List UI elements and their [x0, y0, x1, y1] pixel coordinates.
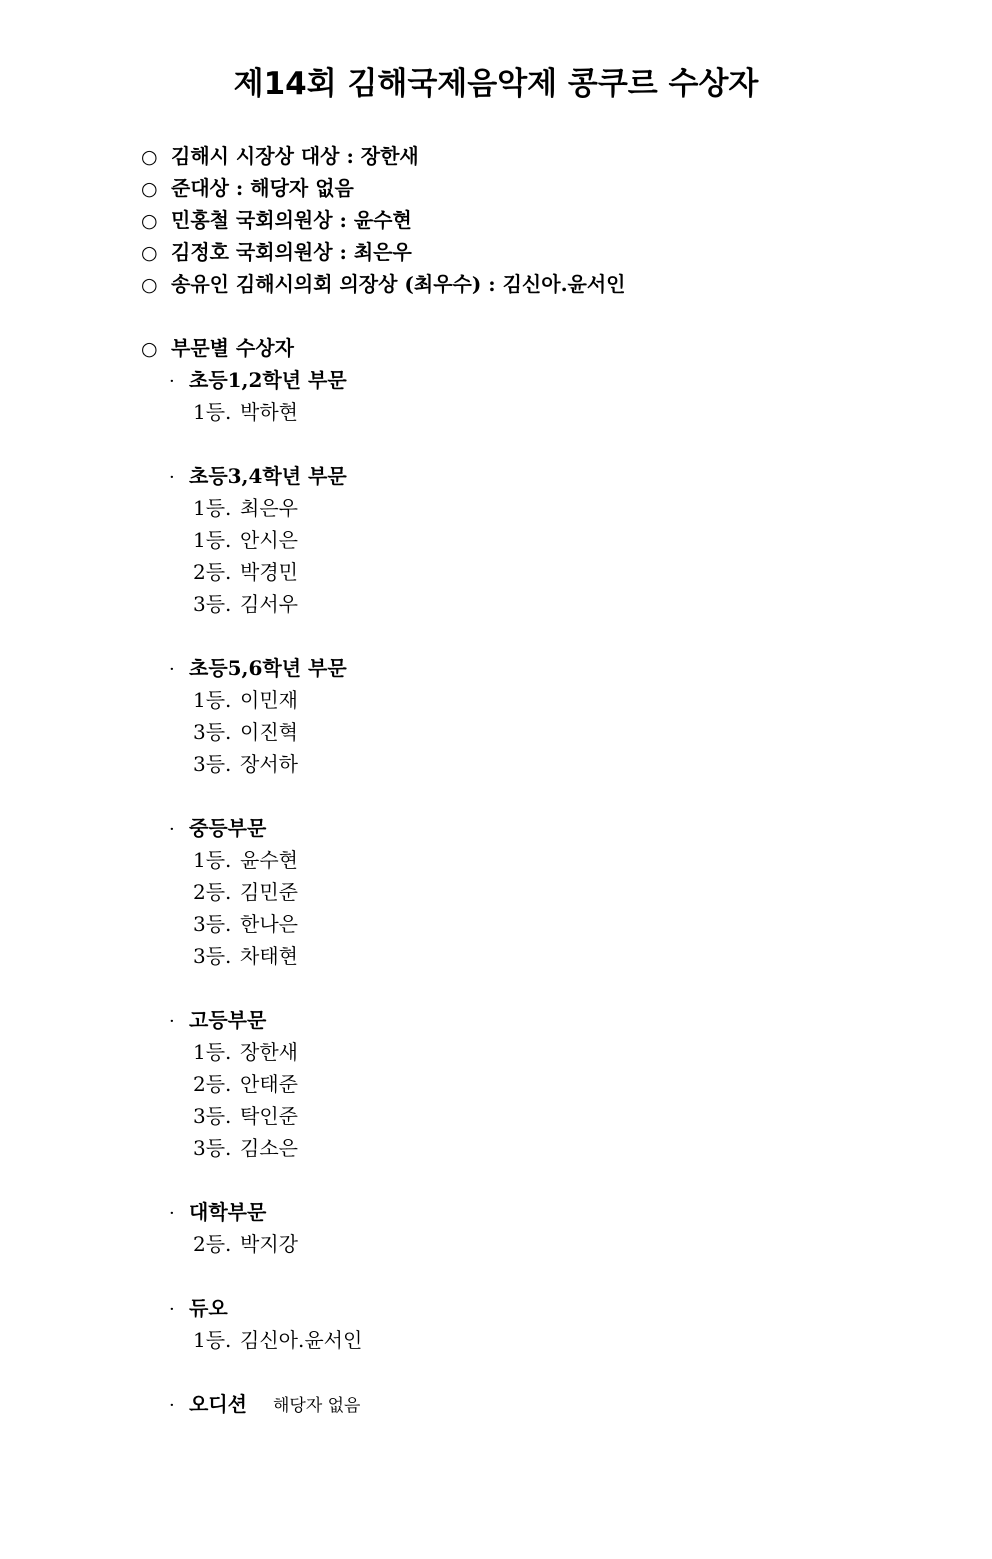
winner-row: [141, 876, 921, 908]
winner-rank: 3등.: [193, 912, 232, 936]
winner-row: [141, 716, 921, 748]
winner-rank: 2등.: [193, 880, 232, 904]
winner-name: 김민준: [240, 880, 298, 904]
spacer: [141, 620, 921, 652]
award-text: 송유인 김해시의회 의장상 (최우수) : 김신아.윤서인: [171, 272, 626, 296]
spacer: [141, 428, 921, 460]
dot-bullet-icon: ·: [169, 1203, 175, 1224]
circle-bullet-icon: ○: [141, 242, 158, 264]
winner-row: [141, 1324, 921, 1356]
winner-name: 김서우: [240, 592, 298, 616]
circle-bullet-icon: ○: [141, 178, 158, 200]
category-name: 오디션: [189, 1392, 247, 1416]
category-name: 중등부문: [189, 816, 267, 840]
category-heading: [141, 1388, 921, 1420]
circle-bullet-icon: ○: [141, 146, 158, 168]
winner-name: 이진혁: [240, 720, 298, 744]
winner-name: 탁인준: [240, 1104, 298, 1128]
divisions-heading-line: [141, 332, 921, 364]
winner-row: [141, 1100, 921, 1132]
winner-row: [141, 908, 921, 940]
winner-name: 안태준: [240, 1072, 298, 1096]
winner-rank: 3등.: [193, 1136, 232, 1160]
award-line: [141, 236, 921, 268]
category-heading: [141, 652, 921, 684]
spacer: [141, 972, 921, 1004]
award-line: [141, 172, 921, 204]
winner-row: [141, 588, 921, 620]
category-heading: [141, 1196, 921, 1228]
winner-row: [141, 844, 921, 876]
dot-bullet-icon: ·: [169, 659, 175, 680]
winner-rank: 3등.: [193, 720, 232, 744]
winner-row: [141, 1132, 921, 1164]
award-line: [141, 268, 921, 300]
document-body: [141, 140, 921, 1420]
award-line: [141, 204, 921, 236]
category-name: 초등1,2학년 부문: [189, 368, 347, 392]
winner-row: [141, 396, 921, 428]
winner-name: 이민재: [240, 688, 298, 712]
category-name: 고등부문: [189, 1008, 267, 1032]
dot-bullet-icon: ·: [169, 819, 175, 840]
dot-bullet-icon: ·: [169, 371, 175, 392]
award-text: 김해시 시장상 대상 : 장한새: [171, 144, 419, 168]
dot-bullet-icon: ·: [169, 1395, 175, 1416]
category-list: [141, 364, 921, 1420]
divisions-heading: 부문별 수상자: [171, 336, 294, 360]
spacer: [141, 780, 921, 812]
winner-rank: 2등.: [193, 560, 232, 584]
circle-bullet-icon: ○: [141, 274, 158, 296]
winner-row: [141, 1068, 921, 1100]
category-heading: [141, 1292, 921, 1324]
category-name: 초등3,4학년 부문: [189, 464, 347, 488]
winner-name: 최은우: [240, 496, 298, 520]
category-note: 해당자 없음: [272, 1396, 361, 1416]
winner-row: [141, 524, 921, 556]
winner-rank: 2등.: [193, 1072, 232, 1096]
dot-bullet-icon: ·: [169, 1011, 175, 1032]
winner-name: 박경민: [240, 560, 298, 584]
winner-rank: 3등.: [193, 592, 232, 616]
winner-row: [141, 556, 921, 588]
spacer: [141, 1260, 921, 1292]
winner-rank: 1등.: [193, 1328, 232, 1352]
award-text: 김정호 국회의원상 : 최은우: [171, 240, 412, 264]
winner-name: 안시은: [240, 528, 298, 552]
winner-row: [141, 492, 921, 524]
award-text: 민홍철 국회의원상 : 윤수현: [171, 208, 412, 232]
winner-name: 장서하: [240, 752, 298, 776]
winner-rank: 1등.: [193, 400, 232, 424]
winner-rank: 3등.: [193, 1104, 232, 1128]
category-heading: [141, 1004, 921, 1036]
winner-row: [141, 1036, 921, 1068]
circle-bullet-icon: ○: [141, 338, 158, 360]
winner-name: 김신아.윤서인: [240, 1328, 363, 1352]
winner-name: 김소은: [240, 1136, 298, 1160]
winner-rank: 1등.: [193, 688, 232, 712]
winner-row: [141, 748, 921, 780]
winner-rank: 2등.: [193, 1232, 232, 1256]
winner-rank: 1등.: [193, 848, 232, 872]
winner-name: 한나은: [240, 912, 298, 936]
dot-bullet-icon: ·: [169, 467, 175, 488]
category-heading: [141, 364, 921, 396]
winner-row: [141, 1228, 921, 1260]
dot-bullet-icon: ·: [169, 1299, 175, 1320]
circle-bullet-icon: ○: [141, 210, 158, 232]
winner-name: 박하현: [240, 400, 298, 424]
document-title: 제14회 김해국제음악제 콩쿠르 수상자: [233, 66, 759, 102]
spacer: [141, 300, 921, 332]
winner-row: [141, 940, 921, 972]
winner-rank: 1등.: [193, 496, 232, 520]
award-text: 준대상 : 해당자 없음: [171, 176, 354, 200]
winner-name: 장한새: [240, 1040, 298, 1064]
winner-row: [141, 684, 921, 716]
category-name: 대학부문: [189, 1200, 267, 1224]
award-line: [141, 140, 921, 172]
category-heading: [141, 812, 921, 844]
category-name: 듀오: [189, 1296, 228, 1320]
winner-name: 차태현: [240, 944, 298, 968]
winner-name: 윤수현: [240, 848, 298, 872]
category-name: 초등5,6학년 부문: [189, 656, 347, 680]
winner-rank: 3등.: [193, 752, 232, 776]
category-heading: [141, 460, 921, 492]
winner-rank: 1등.: [193, 1040, 232, 1064]
winner-rank: 3등.: [193, 944, 232, 968]
spacer: [141, 1356, 921, 1388]
winner-name: 박지강: [240, 1232, 298, 1256]
spacer: [141, 1164, 921, 1196]
winner-rank: 1등.: [193, 528, 232, 552]
